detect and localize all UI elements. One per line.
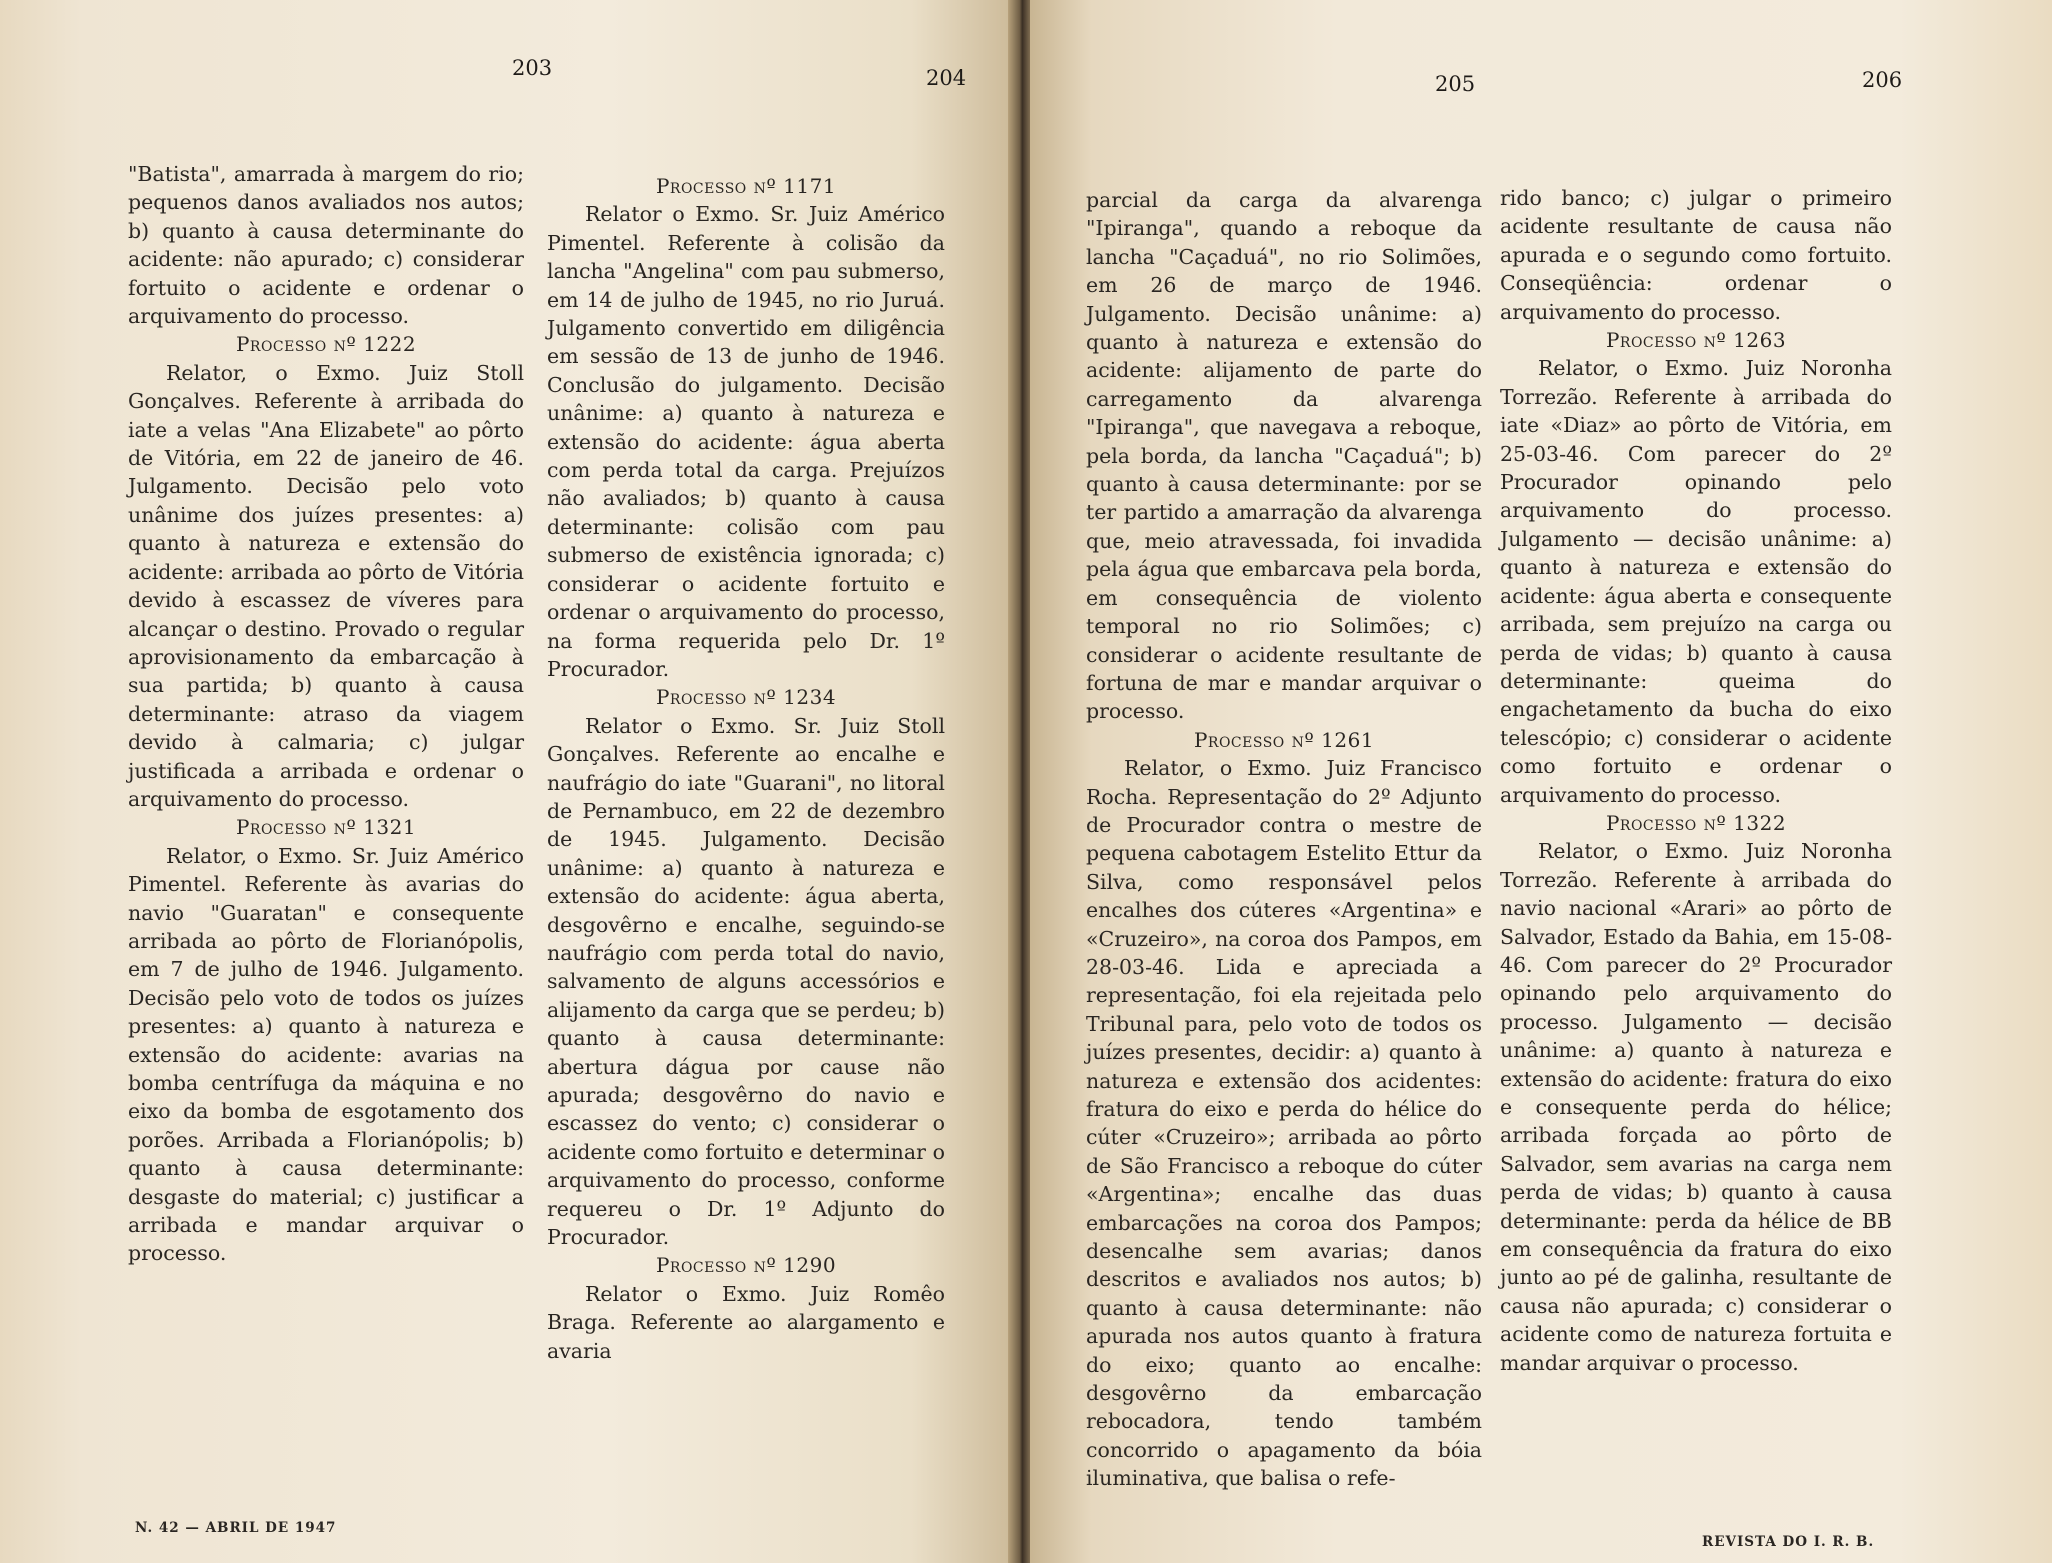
process-paragraph: Relator o Exmo. Sr. Juiz Stoll Gonçalves. Referente ao encalhe e naufrágio do iate "Guarani", no litoral de Pernambuco, em 22 de dezembro de 1945. Julgamento. Decisão unânime: a) quanto à natureza e extensão do acidente: água aberta, desgovêrno e encalhe, seguindo-se naufrágio com perda total do navio, salvamento de alguns accessórios e alijamento da carga que se perdeu; b) quanto à causa determinante: abertura dágua por cause não apurada; desgovêrno do navio e escassez do vento; c) considerar o acidente como fortuito e determinar o arquivamento do processo, conforme requereu o Dr. 1º Adjunto do Procurador. [547, 713, 945, 1250]
column-page-206 [1500, 184, 1892, 1377]
column-page-203 [128, 160, 524, 1268]
page-number-203: 203 [512, 56, 553, 80]
page-number-206: 206 [1862, 68, 1903, 92]
process-heading: Processo nº 1234 [655, 685, 837, 710]
process-paragraph: Relator, o Exmo. Juiz Stoll Gonçalves. Referente à arribada do iate a velas "Ana Elizabete" ao pôrto de Vitória, em 22 de janeiro de 46. Julgamento. Decisão pelo voto unânime dos juízes presentes: a) quanto à natureza e extensão do acidente: arribada ao pôrto de Vitória devido à escassez de víveres para alcançar o destino. Provado o regular aprovisionamento da embarcação à sua partida; b) quanto à causa determinante: atraso da viagem devido à calmaria; c) julgar justificada a arribada e ordenar o arquivamento do processo. [128, 360, 524, 811]
process-paragraph: Relator, o Exmo. Juiz Francisco Rocha. Representação do 2º Adjunto de Procurador contra o mestre de pequena cabotagem Estelito Ettur da Silva, como responsável pelos encalhes dos cúteres «Argentina» e «Cruzeiro», na coroa dos Pampos, em 28-03-46. Lida e apreciada a representação, foi ela rejeitada pelo Tribunal para, pelo voto de todos os juízes presentes, decidir: a) quanto à natureza e extensão dos acidentes: fratura do eixo e perda do hélice do cúter «Cruzeiro»; arribada ao pôrto de São Francisco a reboque do cúter «Argentina»; encalhe das duas embarcações na coroa dos Pampos; desencalhe sem avarias; danos descritos e avaliados nos autos; b) quanto à causa determinante: não apurada nos autos quanto à fratura do eixo; quanto ao encalhe: desgovêrno da embarcação rebocadora, tendo também concorrido o apagamento da bóia iluminativa, que balisa o refe- [1086, 756, 1482, 1491]
continued-paragraph: parcial da carga da alvarenga "Ipiranga", quando a reboque da lancha "Caçaduá", no rio Solimões, em 26 de março de 1946. Julgamento. Decisão unânime: a) quanto à natureza e extensão do acidente: alijamento de parte do carregamento da alvarenga "Ipiranga", que navegava a reboque, pela borda, da lancha "Caçaduá"; b) quanto à causa determinante: por se ter partido a amarração da alvarenga que, meio atravessada, foi invadida pela água que embarcava pela borda, em consequência de violento temporal no rio Solimões; c) considerar o acidente resultante de fortuna de mar e mandar arquivar o processo. [1086, 188, 1482, 724]
process-paragraph: Relator, o Exmo. Sr. Juiz Américo Pimentel. Referente às avarias do navio "Guaratan" e consequente arribada ao pôrto de Florianópolis, em 7 de julho de 1946. Julgamento. Decisão pelo voto de todos os juízes presentes: a) quanto à natureza e extensão do acidente: avarias na bomba centrífuga da máquina e no eixo da bomba de esgotamento dos porões. Arribada a Florianópolis; b) quanto à causa determinante: desgaste do material; c) justificar a arribada e mandar arquivar o processo. [128, 843, 524, 1266]
process-paragraph: Relator o Exmo. Juiz Romêo Braga. Referente ao alargamento e avaria [547, 1281, 945, 1363]
footer-issue: N. 42 — ABRIL DE 1947 [135, 1520, 337, 1536]
process-paragraph: Relator o Exmo. Sr. Juiz Américo Pimentel. Referente à colisão da lancha "Angelina" com pau submerso, em 14 de julho de 1945, no rio Juruá. Julgamento convertido em diligência em sessão de 13 de junho de 1946. Conclusão do julgamento. Decisão unânime: a) quanto à natureza e extensão do acidente: água aberta com perda total da carga. Prejuízos não avaliados; b) quanto à causa determinante: colisão com pau submerso de existência ignorada; c) considerar o acidente fortuito e ordenar o arquivamento do processo, na forma requerida pelo Dr. 1º Procurador. [547, 202, 945, 681]
process-heading: Processo nº 1261 [1193, 727, 1375, 752]
continued-paragraph: "Batista", amarrada à margem do rio; pequenos danos avaliados nos autos; b) quanto à causa determinante do acidente: não apurado; c) considerar fortuito o acidente e ordenar o arquivamento do processo. [128, 162, 524, 329]
column-page-204 [547, 172, 945, 1365]
footer-journal: REVISTA DO I. R. B. [1702, 1534, 1875, 1550]
process-paragraph: Relator, o Exmo. Juiz Noronha Torrezão. Referente à arribada do navio nacional «Arari» ao pôrto de Salvador, Estado da Bahia, em 15-08-46. Com parecer do 2º Procurador opinando pelo arquivamento do processo. Julgamento — decisão unânime: a) quanto à natureza e extensão do acidente: fratura do eixo e consequente perda do hélice; arribada forçada ao pôrto de Salvador, sem avarias na carga nem perda de vidas; b) quanto à causa determinante: perda da hélice de BB em consequência da fratura do eixo junto ao pé de galinha, resultante de causa não apurada; c) considerar o acidente como de natureza fortuita e mandar arquivar o processo. [1500, 839, 1892, 1375]
process-heading: Processo nº 1222 [235, 332, 417, 357]
page-number-204: 204 [926, 66, 967, 90]
left-page [0, 0, 1012, 1563]
process-paragraph: Relator, o Exmo. Juiz Noronha Torrezão. Referente à arribada do iate «Diaz» ao pôrto de Vitória, em 25-03-46. Com parecer do 2º Procurador opinando pelo arquivamento do processo. Julgamento — decisão unânime: a) quanto à natureza e extensão do acidente: água aberta e consequente arribada, sem prejuízo na carga ou perda de vidas; b) quanto à causa determinante: queima do engachetamento da bucha do eixo telescópio; c) considerar o acidente como fortuito e ordenar o arquivamento do processo. [1500, 356, 1892, 807]
process-heading: Processo nº 1263 [1605, 328, 1787, 353]
right-page [1030, 0, 2052, 1563]
process-heading: Processo nº 1322 [1605, 810, 1787, 835]
column-page-205 [1086, 186, 1482, 1493]
process-heading: Processo nº 1321 [235, 815, 417, 840]
process-heading: Processo nº 1171 [655, 174, 837, 198]
page-number-205: 205 [1435, 72, 1476, 96]
process-heading: Processo nº 1290 [655, 1253, 837, 1278]
continued-paragraph: rido banco; c) julgar o primeiro acidente resultante de causa não apurada e o segundo como fortuito. Conseqüência: ordenar o arquivamento do processo. [1500, 186, 1892, 324]
